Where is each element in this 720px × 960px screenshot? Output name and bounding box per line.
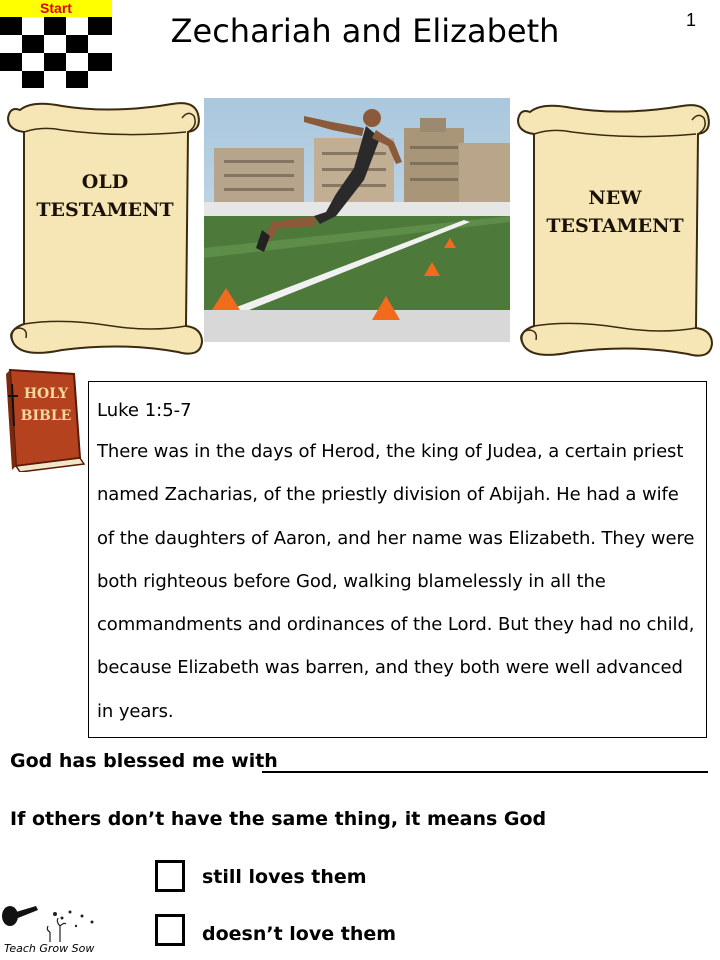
option-still-loves: still loves them [202,866,367,888]
checkered-flag-icon [0,17,112,88]
scroll-icon [2,96,208,358]
logo-text: Teach Grow Sow [4,942,95,955]
new-testament-label: NEW TESTAMENT [546,187,684,237]
checkbox-still-loves[interactable] [155,860,185,892]
teach-grow-sow-logo [0,902,112,960]
question-others: If others don’t have the same thing, it means God [10,808,547,830]
passage-box [88,381,707,738]
svg-text:HOLY: HOLY [23,386,69,402]
page-number: 1 [686,10,697,30]
watering-can-icon [0,902,112,942]
new-testament-scroll [512,98,718,360]
old-testament-scroll [2,96,208,358]
svg-text:BIBLE: BIBLE [20,408,72,424]
holy-bible-icon [4,366,88,472]
page-title: Zechariah and Elizabeth [170,12,560,50]
old-testament-label: OLD TESTAMENT [36,171,174,221]
athlete-long-jump-photo [204,98,510,342]
option-doesnt-love: doesn’t love them [202,923,397,945]
checkbox-doesnt-love[interactable] [155,914,185,946]
answer-blank-line[interactable] [262,771,708,773]
passage-reference: Luke 1:5-7 [97,400,192,421]
start-label: Start [0,0,112,17]
question-blessed: God has blessed me with [10,750,278,772]
start-flag [0,0,112,88]
passage-text: There was in the days of Herod, the king of Judea, a certain priest named Zacharias, of the priestly division of Abijah. He had a wife of the daughters of Aaron, and her name was Elizabeth. They were both righteous before God, walking blamelessly in all the commandments and ordinances of the Lord. But they had no child, because Elizabeth was barren, and they both were well advanced in years. [97,441,695,722]
photo-image [204,98,510,342]
